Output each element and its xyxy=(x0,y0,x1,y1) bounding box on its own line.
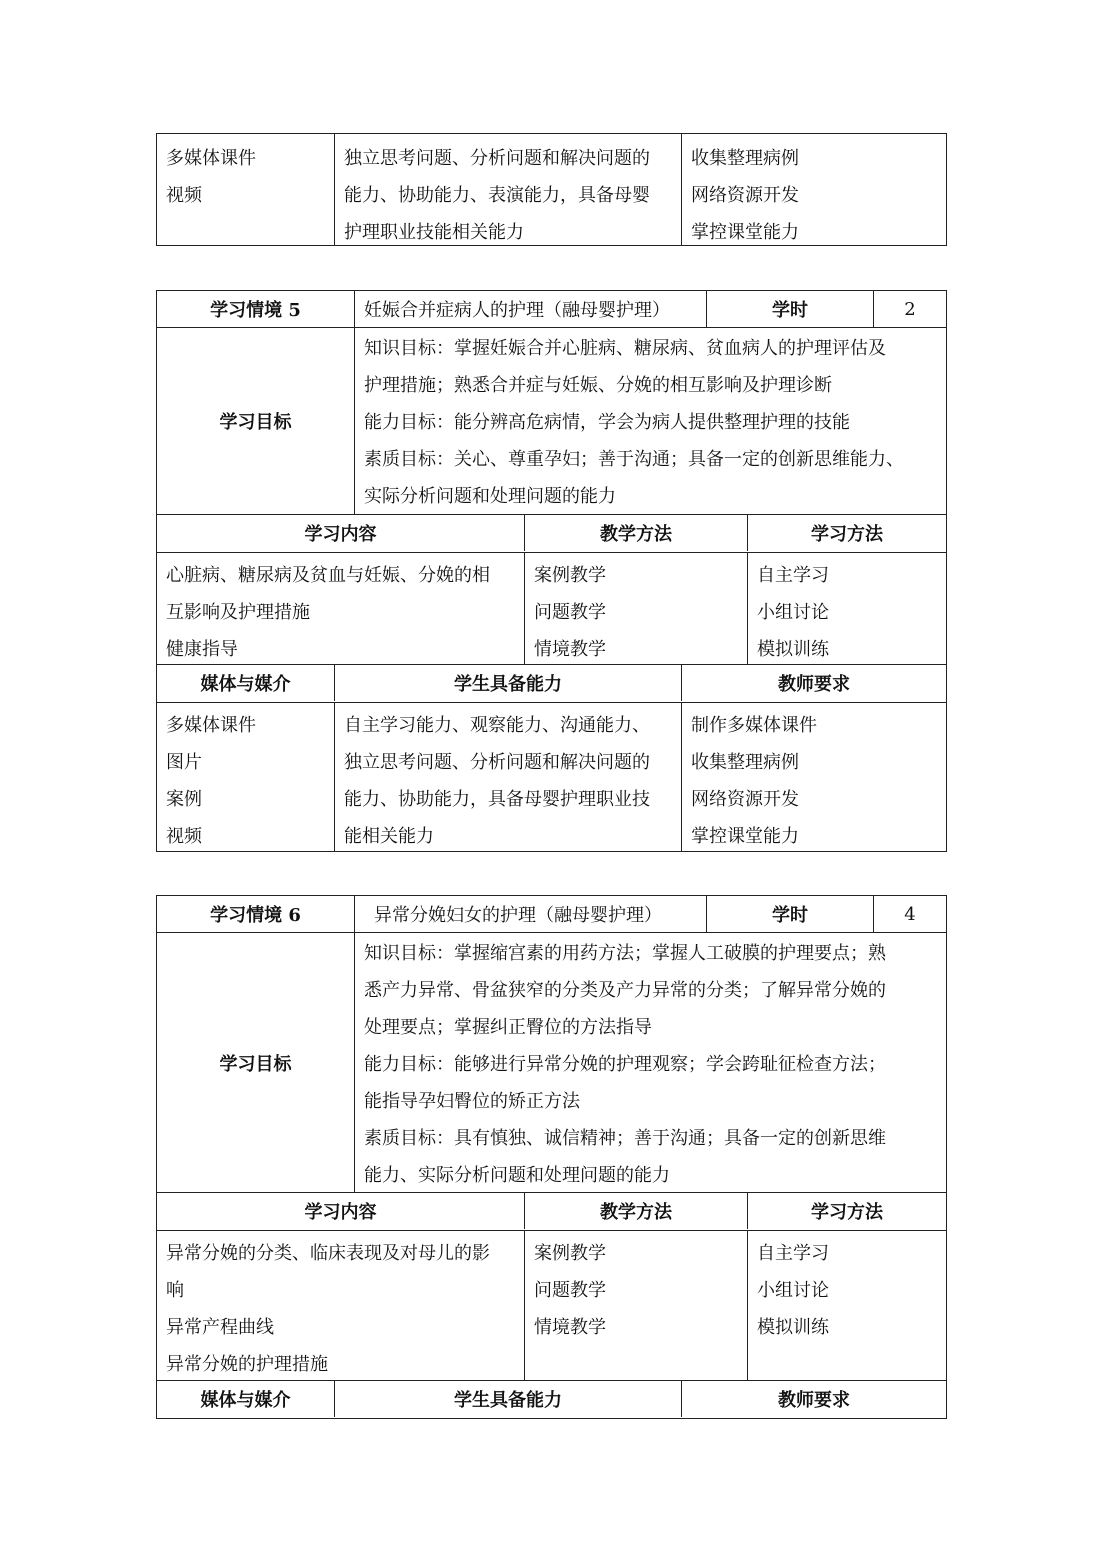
abilities-header: 学生具备能力 xyxy=(335,1381,682,1417)
content-header: 学习内容 xyxy=(157,1193,525,1229)
situation5-media-header-row xyxy=(156,665,947,703)
situation5-header-row xyxy=(156,290,947,328)
media-item: 多媒体课件 xyxy=(166,148,256,169)
abilities-line: 能相关能力 xyxy=(344,826,434,847)
teacher-cell xyxy=(682,134,946,245)
media-header: 媒体与媒介 xyxy=(157,665,335,701)
situation5-objectives-row xyxy=(156,328,947,515)
teaching-method: 问题教学 xyxy=(534,602,606,623)
objective-line: 能力、实际分析问题和处理问题的能力 xyxy=(364,1165,670,1186)
learning-method: 小组讨论 xyxy=(757,1280,829,1301)
situation5-title: 妊娠合并症病人的护理（融母婴护理） xyxy=(355,291,707,327)
abilities-header: 学生具备能力 xyxy=(335,665,682,701)
teacher-item: 网络资源开发 xyxy=(691,185,799,206)
teaching-method: 案例教学 xyxy=(534,1243,606,1264)
abilities-line: 能力、协助能力，具备母婴护理职业技 xyxy=(344,789,650,810)
objectives-label: 学习目标 xyxy=(157,933,355,1192)
learning-method-header: 学习方法 xyxy=(811,1202,883,1223)
objective-line: 知识目标：掌握妊娠合并心脏病、糖尿病、贫血病人的护理评估及 xyxy=(364,338,886,359)
learning-method: 模拟训练 xyxy=(757,1317,829,1338)
teacher-item: 收集整理病例 xyxy=(691,752,799,773)
situation5-objectives xyxy=(355,328,946,514)
situation5-hours: 2 xyxy=(904,298,916,320)
content-line: 健康指导 xyxy=(166,639,238,660)
situation6-media-header-row xyxy=(156,1381,947,1419)
learning-method: 小组讨论 xyxy=(757,602,829,623)
situation6-title: 异常分娩妇女的护理（融母婴护理） xyxy=(355,896,707,932)
teacher-header: 教师要求 xyxy=(778,1390,850,1411)
abilities-line: 自主学习能力、观察能力、沟通能力、 xyxy=(344,715,650,736)
situation6-header-row xyxy=(156,895,947,933)
situation5-content-row xyxy=(156,553,947,665)
media-cell xyxy=(157,134,335,245)
situation6-objectives-row xyxy=(156,933,947,1193)
learning-method: 模拟训练 xyxy=(757,639,829,660)
objective-line: 知识目标：掌握缩宫素的用药方法；掌握人工破膜的护理要点；熟 xyxy=(364,943,886,964)
situation5-table xyxy=(156,290,947,852)
teaching-method: 案例教学 xyxy=(534,565,606,586)
situation5-learning-methods xyxy=(748,553,946,664)
teacher-item: 掌控课堂能力 xyxy=(691,826,799,847)
teaching-method: 情境教学 xyxy=(534,1317,606,1338)
abilities-cell xyxy=(335,134,682,245)
objective-line: 能力目标：能分辨高危病情，学会为病人提供整理护理的技能 xyxy=(364,412,850,433)
hours-label: 学时 xyxy=(707,291,874,327)
continuation-row xyxy=(156,133,947,246)
teacher-item: 收集整理病例 xyxy=(691,148,799,169)
objective-line: 悉产力异常、骨盆狭窄的分类及产力异常的分类；了解异常分娩的 xyxy=(364,980,886,1001)
learning-method-header: 学习方法 xyxy=(811,524,883,545)
situation5-media-row xyxy=(156,703,947,852)
objective-line: 能力目标：能够进行异常分娩的护理观察；学会跨耻征检查方法； xyxy=(364,1054,886,1075)
situation5-label: 学习情境 5 xyxy=(157,291,355,327)
objective-line: 素质目标：关心、尊重孕妇；善于沟通；具备一定的创新思维能力、 xyxy=(364,449,904,470)
abilities-line: 能力、协助能力、表演能力，具备母婴 xyxy=(344,185,650,206)
abilities-line: 独立思考问题、分析问题和解决问题的 xyxy=(344,752,650,773)
situation6-hours: 4 xyxy=(904,903,916,925)
content-line: 心脏病、糖尿病及贫血与妊娠、分娩的相 xyxy=(166,565,490,586)
situation5-teaching-methods xyxy=(525,553,748,664)
content-line: 异常产程曲线 xyxy=(166,1317,274,1338)
situation5-media xyxy=(157,703,335,851)
situation6-content xyxy=(157,1231,525,1380)
media-item: 案例 xyxy=(166,789,202,810)
teacher-item: 网络资源开发 xyxy=(691,789,799,810)
situation6-objectives xyxy=(355,933,946,1192)
objective-line: 实际分析问题和处理问题的能力 xyxy=(364,486,616,507)
situation6-label: 学习情境 6 xyxy=(157,896,355,932)
abilities-line: 独立思考问题、分析问题和解决问题的 xyxy=(344,148,650,169)
situation5-teacher xyxy=(682,703,946,851)
teacher-item: 制作多媒体课件 xyxy=(691,715,817,736)
continuation-table xyxy=(156,133,947,246)
situation5-abilities xyxy=(335,703,682,851)
teacher-item: 掌控课堂能力 xyxy=(691,222,799,243)
hours-label: 学时 xyxy=(707,896,874,932)
situation5-content xyxy=(157,553,525,664)
media-item: 视频 xyxy=(166,826,202,847)
teaching-method: 情境教学 xyxy=(534,639,606,660)
media-header: 媒体与媒介 xyxy=(157,1381,335,1417)
teacher-header: 教师要求 xyxy=(778,674,850,695)
situation5-content-header-row xyxy=(156,515,947,553)
content-line: 异常分娩的分类、临床表现及对母儿的影 xyxy=(166,1243,490,1264)
teaching-method: 问题教学 xyxy=(534,1280,606,1301)
objective-line: 处理要点；掌握纠正臀位的方法指导 xyxy=(364,1017,652,1038)
media-item: 图片 xyxy=(166,752,202,773)
objective-line: 能指导孕妇臀位的矫正方法 xyxy=(364,1091,580,1112)
content-header: 学习内容 xyxy=(157,515,525,551)
content-line: 异常分娩的护理措施 xyxy=(166,1354,328,1375)
objective-line: 护理措施；熟悉合并症与妊娠、分娩的相互影响及护理诊断 xyxy=(364,375,832,396)
objective-line: 素质目标：具有慎独、诚信精神；善于沟通；具备一定的创新思维 xyxy=(364,1128,886,1149)
media-item: 多媒体课件 xyxy=(166,715,256,736)
teaching-method-header: 教学方法 xyxy=(525,1193,748,1229)
objectives-label: 学习目标 xyxy=(157,328,355,514)
situation6-teaching-methods xyxy=(525,1231,748,1380)
learning-method: 自主学习 xyxy=(757,1243,829,1264)
learning-method: 自主学习 xyxy=(757,565,829,586)
abilities-line: 护理职业技能相关能力 xyxy=(344,222,524,243)
content-line: 互影响及护理措施 xyxy=(166,602,310,623)
media-item: 视频 xyxy=(166,185,202,206)
situation6-content-row xyxy=(156,1231,947,1381)
situation6-table xyxy=(156,895,947,1419)
situation6-learning-methods xyxy=(748,1231,946,1380)
content-line: 响 xyxy=(166,1280,184,1301)
situation6-content-header-row xyxy=(156,1193,947,1231)
teaching-method-header: 教学方法 xyxy=(525,515,748,551)
